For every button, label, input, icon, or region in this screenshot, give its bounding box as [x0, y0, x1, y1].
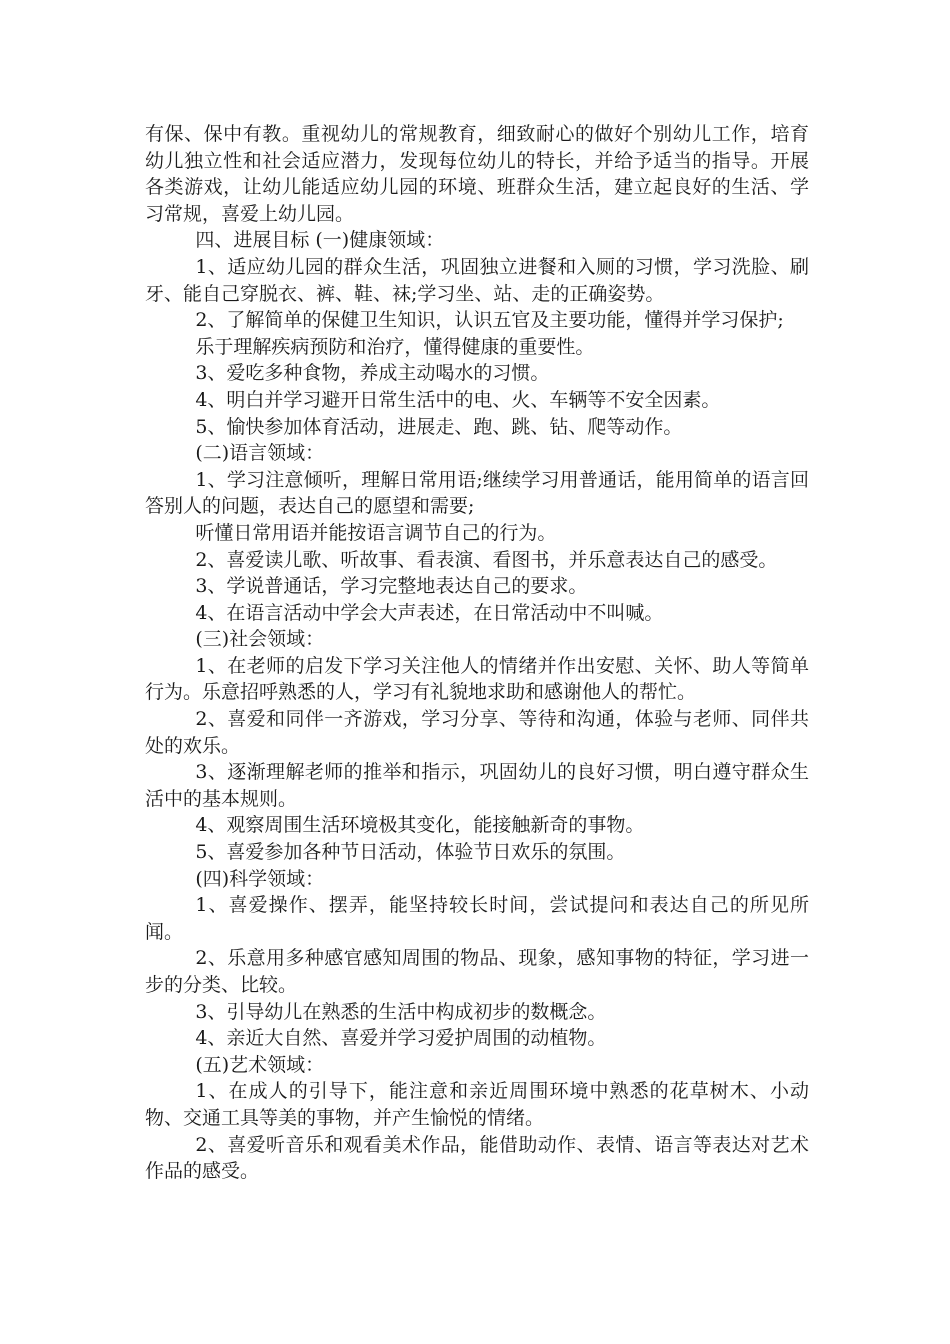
section-heading-language: (二)语言领域： [195, 442, 325, 465]
paragraph-intro: 有保、保中有教。重视幼儿的常规教育，细致耐心的做好个别幼儿工作，培育幼儿独立性和社会适应潜力，发现每位幼儿的特长，并给予适当的指导。开展各类游戏，让幼儿能适应幼儿园的环境、班群众生活，建立起良好的生活、学习常规，喜爱上幼儿园。 [145, 123, 809, 225]
paragraph-art-2: 2、喜爱听音乐和观看美术作品，能借助动作、表情、语言等表达对艺术作品的感受。 [145, 1133, 809, 1183]
section-heading-development-goals: 四、进展目标 (一)健康领域： [195, 229, 445, 252]
paragraph-science-1: 1、喜爱操作、摆弄，能坚持较长时间，尝试提问和表达自己的所见所闻。 [145, 894, 809, 943]
paragraph-health-2b: 乐于理解疾病预防和治疗，懂得健康的重要性。 [195, 335, 595, 358]
paragraph-social-5: 5、喜爱参加各种节日活动，体验节日欢乐的氛围。 [195, 841, 626, 864]
paragraph-social-4: 4、观察周围生活环境极其变化，能接触新奇的事物。 [195, 814, 645, 837]
paragraph-art-1: 1、在成人的引导下，能注意和亲近周围环境中熟悉的花草树木、小动物、交通工具等美的事物，并产生愉悦的情绪。 [145, 1080, 809, 1129]
paragraph-health-3: 3、爱吃多种食物，养成主动喝水的习惯。 [195, 362, 550, 385]
paragraph-language-3: 3、学说普通话，学习完整地表达自己的要求。 [195, 575, 588, 598]
document-body [145, 121, 809, 1185]
section-heading-art: (五)艺术领域： [195, 1053, 325, 1076]
paragraph-science-3: 3、引导幼儿在熟悉的生活中构成初步的数概念。 [195, 1000, 607, 1023]
paragraph-language-2: 2、喜爱读儿歌、听故事、看表演、看图书，并乐意表达自己的感受。 [195, 548, 778, 571]
paragraph-science-2: 2、乐意用多种感官感知周围的物品、现象，感知事物的特征，学习进一步的分类、比较。 [145, 947, 809, 996]
paragraph-science-4: 4、亲近大自然、喜爱并学习爱护周围的动植物。 [195, 1027, 607, 1050]
paragraph-language-1b: 听懂日常用语并能按语言调节自己的行为。 [195, 521, 557, 544]
paragraph-language-1: 1、学习注意倾听，理解日常用语;继续学习用普通话，能用简单的语言回答别人的问题，表达自己的愿望和需要; [145, 468, 809, 518]
paragraph-health-5: 5、愉快参加体育活动，进展走、跑、跳、钻、爬等动作。 [195, 415, 683, 438]
paragraph-social-1: 1、在老师的启发下学习关注他人的情绪并作出安慰、关怀、助人等简单行为。乐意招呼熟悉的人，学习有礼貌地求助和感谢他人的帮忙。 [145, 654, 809, 704]
section-heading-social: (三)社会领域： [195, 628, 325, 651]
paragraph-social-3: 3、逐渐理解老师的推举和指示，巩固幼儿的良好习惯，明白遵守群众生活中的基本规则。 [145, 761, 809, 810]
paragraph-health-4: 4、明白并学习避开日常生活中的电、火、车辆等不安全因素。 [195, 388, 721, 411]
paragraph-social-2: 2、喜爱和同伴一齐游戏，学习分享、等待和沟通，体验与老师、同伴共处的欢乐。 [145, 708, 809, 757]
section-heading-science: (四)科学领域： [195, 867, 325, 890]
paragraph-health-1: 1、适应幼儿园的群众生活，巩固独立进餐和入厕的习惯，学习洗脸、刷牙、能自己穿脱衣、裤、鞋、袜;学习坐、站、走的正确姿势。 [145, 255, 809, 305]
paragraph-health-2: 2、了解简单的保健卫生知识，认识五官及主要功能，懂得并学习保护; [195, 309, 784, 332]
paragraph-language-4: 4、在语言活动中学会大声表述，在日常活动中不叫喊。 [195, 601, 664, 624]
